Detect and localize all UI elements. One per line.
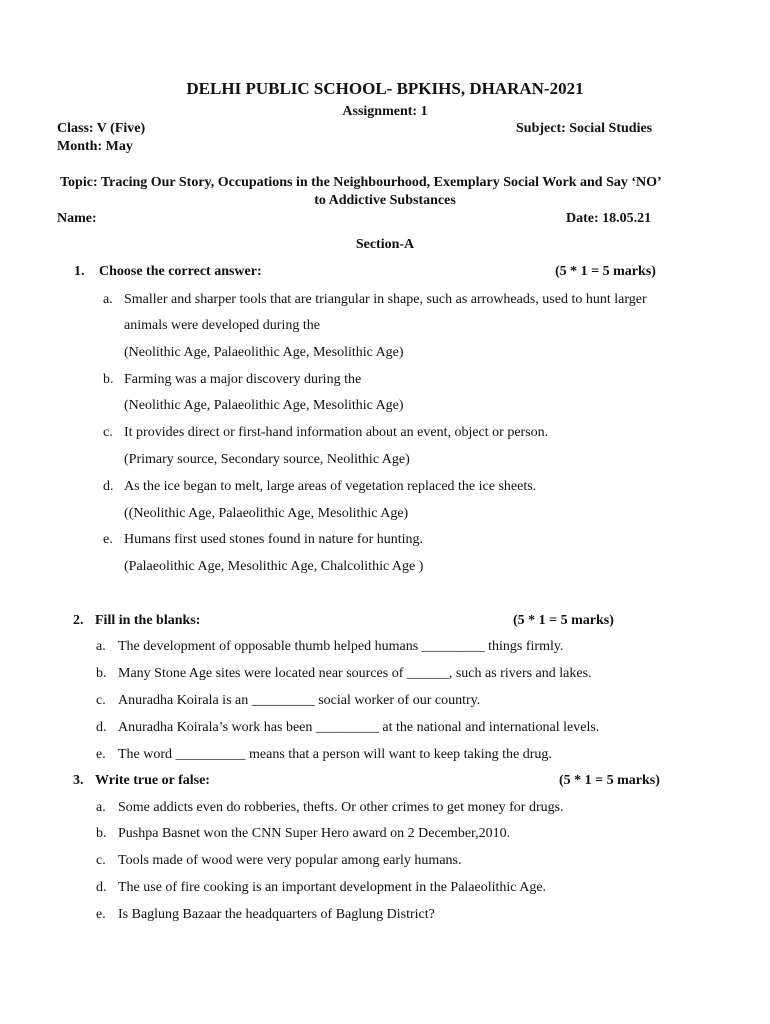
q2-item-text: Many Stone Age sites were located near sources of ______, such as rivers and lakes. (118, 666, 592, 681)
q3-item-letter: a. (96, 800, 106, 815)
q2-item-letter: a. (96, 639, 106, 654)
q1-item-options: (Neolithic Age, Palaeolithic Age, Mesolithic Age) (124, 398, 404, 413)
q3-item-letter: b. (96, 826, 107, 841)
q1-item-letter: a. (103, 292, 113, 307)
q1-title: Choose the correct answer: (99, 264, 262, 279)
q2-item-text: The development of opposable thumb helped humans _________ things firmly. (118, 639, 564, 654)
q1-item-letter: c. (103, 425, 113, 440)
q1-marks: (5 * 1 = 5 marks) (555, 264, 656, 279)
month-label: Month: May (57, 139, 133, 154)
q3-item-letter: d. (96, 880, 107, 895)
q3-item-text: The use of fire cooking is an important development in the Palaeolithic Age. (118, 880, 547, 895)
q2-number: 2. (73, 613, 84, 628)
name-label: Name: (57, 211, 97, 226)
q1-item-text: It provides direct or first-hand information about an event, object or person. (124, 425, 549, 440)
q3-item-text: Some addicts even do robberies, thefts. Or other crimes to get money for drugs. (118, 800, 564, 815)
topic-line-1: Topic: Tracing Our Story, Occupations in the Neighbourhood, Exemplary Social Work and Say ‘NO’ (60, 175, 662, 190)
q2-item-letter: e. (96, 747, 106, 762)
q3-title: Write true or false: (95, 773, 210, 788)
subject-label: Subject: Social Studies (516, 121, 653, 136)
class-label: Class: V (Five) (57, 121, 146, 136)
q2-item-letter: c. (96, 693, 106, 708)
q2-item-text: Anuradha Koirala’s work has been _________ at the national and international levels. (118, 720, 600, 735)
assignment-label: Assignment: 1 (342, 104, 428, 119)
q1-item-letter: b. (103, 372, 114, 387)
q1-item-options: (Palaeolithic Age, Mesolithic Age, Chalcolithic Age ) (124, 559, 424, 574)
q2-item-letter: b. (96, 666, 107, 681)
q3-item-text: Pushpa Basnet won the CNN Super Hero award on 2 December,2010. (118, 826, 511, 841)
q2-item-text: Anuradha Koirala is an _________ social worker of our country. (118, 693, 481, 708)
section-heading: Section-A (355, 237, 415, 252)
topic-line-2: to Addictive Substances (314, 193, 456, 208)
q2-marks: (5 * 1 = 5 marks) (513, 613, 614, 628)
q1-item-options: ((Neolithic Age, Palaeolithic Age, Mesolithic Age) (124, 506, 409, 521)
q1-item-letter: d. (103, 479, 114, 494)
q1-item-text: Smaller and sharper tools that are triangular in shape, such as arrowheads, used to hunt larger (124, 292, 647, 307)
date-label: Date: 18.05.21 (566, 211, 652, 226)
q3-marks: (5 * 1 = 5 marks) (559, 773, 660, 788)
q1-number: 1. (74, 264, 85, 279)
q1-item-options: (Primary source, Secondary source, Neolithic Age) (124, 452, 410, 467)
q1-item-text: Farming was a major discovery during the (124, 372, 362, 387)
q3-item-letter: c. (96, 853, 106, 868)
school-title: DELHI PUBLIC SCHOOL- BPKIHS, DHARAN-2021 (186, 79, 584, 98)
q2-item-text: The word __________ means that a person will want to keep taking the drug. (118, 747, 552, 762)
q3-item-text: Tools made of wood were very popular among early humans. (118, 853, 462, 868)
q1-item-letter: e. (103, 532, 113, 547)
q3-number: 3. (73, 773, 84, 788)
q2-title: Fill in the blanks: (95, 613, 201, 628)
q3-item-text: Is Baglung Bazaar the headquarters of Baglung District? (118, 907, 435, 922)
q2-item-letter: d. (96, 720, 107, 735)
q1-item-text: As the ice began to melt, large areas of vegetation replaced the ice sheets. (124, 479, 537, 494)
q1-item-text: Humans first used stones found in nature for hunting. (124, 532, 424, 547)
q3-item-letter: e. (96, 907, 106, 922)
q1-item-text-cont: animals were developed during the (124, 318, 320, 333)
q1-item-options: (Neolithic Age, Palaeolithic Age, Mesolithic Age) (124, 345, 404, 360)
